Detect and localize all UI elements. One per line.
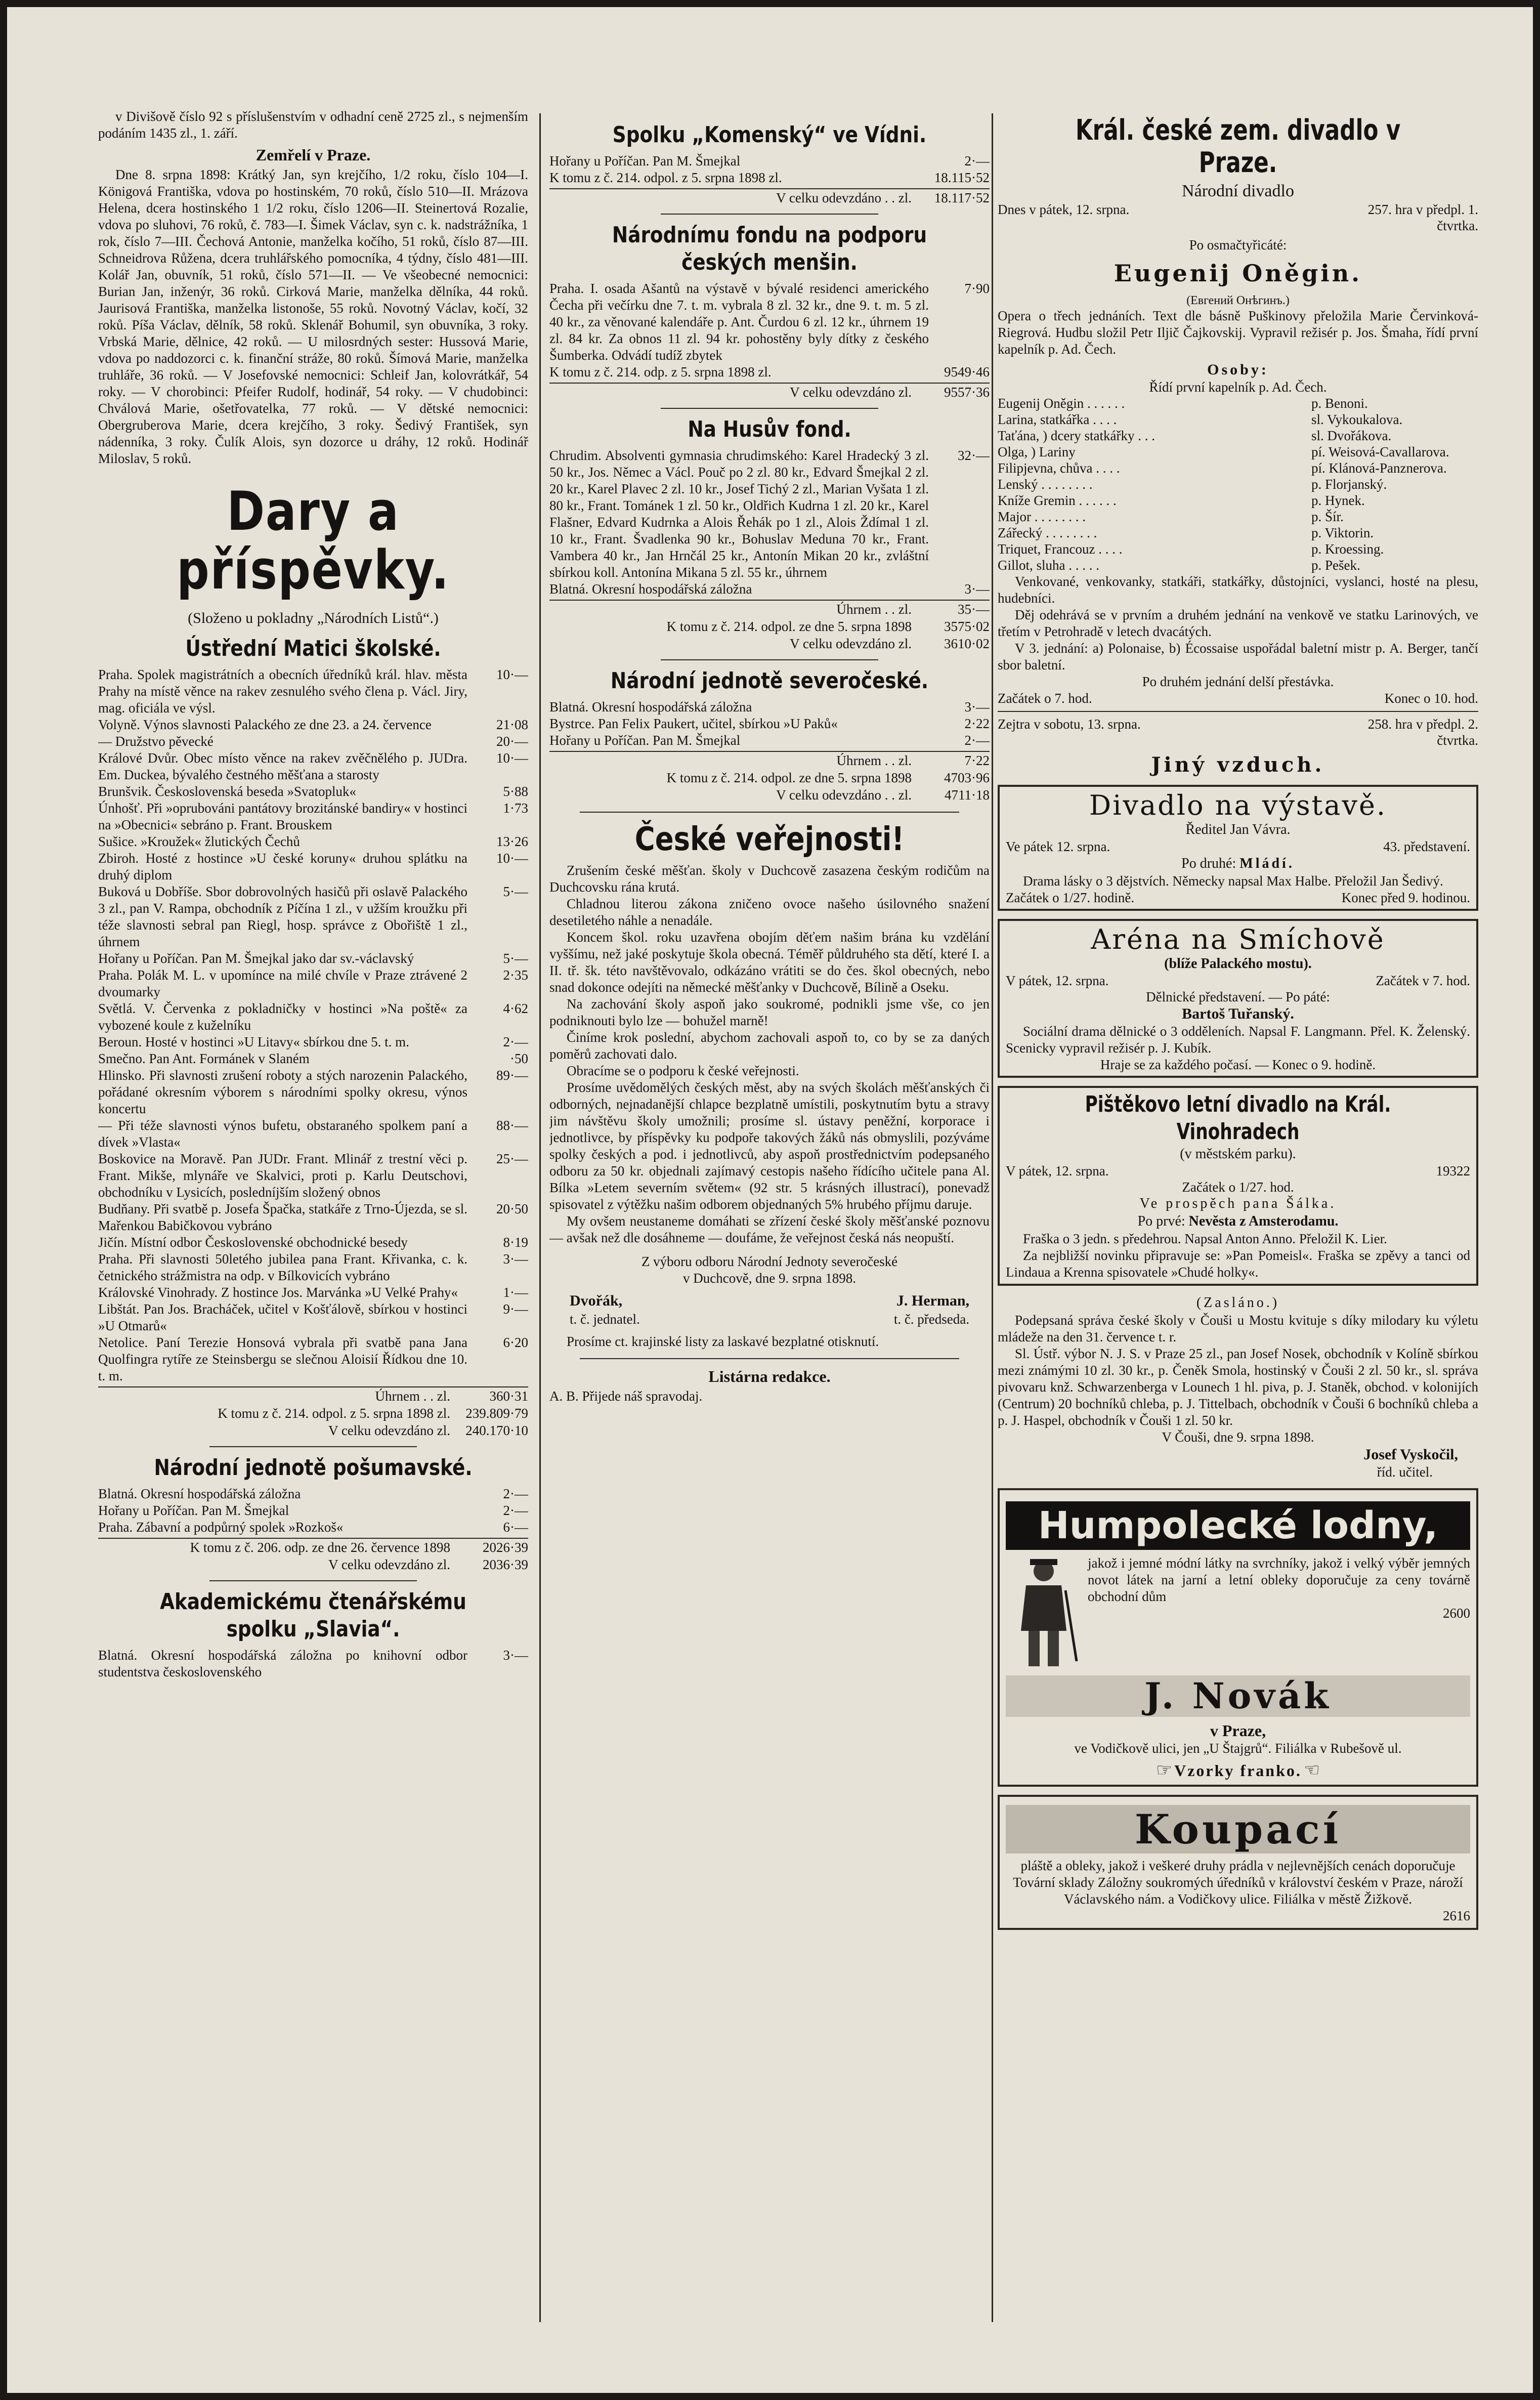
pistek-sub: (v městském parku). (1180, 1146, 1296, 1162)
severoceska-list (549, 699, 990, 749)
lodny-body (1006, 1555, 1470, 1671)
divider (661, 659, 878, 660)
matice-total: V celku odevzdáno zl. 240.170·10 (328, 1423, 528, 1438)
verejnost-paragraph: Na zachování školy aspoň jako soukromé, podnikli jsme vše, co jen podniknouti bylo lze — bohužel marně! (549, 996, 990, 1028)
arena-description: Sociální drama dělnické o 3 odděleních. Napsal F. Langmann. Přel. K. Želenský. Scenicky vypravil režisér p. J. Kubík. (1006, 1024, 1470, 1056)
verejnost-paragraph: Prosíme uvědomělých českých měst, aby na svých školách měšťanských či odborných, nejnadanější chlapce bezplatně umístili, poskytnutím bytu a stravy jim návštěvu školy umožnili; prosíme sl. ústavy peněžní, korporace i jednotlivce, by příspěvky ku podpoře takových žáků nás obmyslili, pozýváme spolky českých a pod. i jednotlivců, aby aspoň prostřednictvím podepsaného odboru za 50 kr. objednali zajímavý cestopis našeho řídícího učitele pana Al. Bílka »Letem severním světem« (92 str. 5 krásných illustrací), ponevadž spisovatel z výtěžku našim odborem objednaných 5% hrubého příjmu daruje. (549, 1080, 990, 1212)
donation-row: Hořany u Poříčan. Pan M. Šmejkal jako dar sv.-václavský 5·— (98, 951, 528, 966)
lodny-samples-line (1006, 1759, 1470, 1781)
donation-row: Jičín. Místní odbor Československé obchodnické besedy 8·19 (98, 1235, 528, 1250)
verejnost-paragraph: Obracíme se o podporu k české veřejnosti. (567, 1063, 799, 1078)
divider (580, 812, 959, 813)
komensky-list (549, 153, 990, 186)
dary-subheading: (Složeno u pokladny „Národních Listů“.) (188, 610, 439, 626)
komensky-heading: Spolku „Komenský“ ve Vídni. (612, 122, 927, 148)
verejnost-paragraph: Činíme krok poslední, abychom zachovali aspoň to, co by se za daných poměrů zachovati dalo. (549, 1030, 990, 1062)
donation-row: Hořany u Poříčan. Pan M. Šmejkal 2·— (98, 1503, 528, 1518)
donation-row: Praha. Polák M. L. v upomínce na milé chvíle v Praze ztrávené 2 dvoumarky 2·35 (98, 967, 528, 999)
mensin-list (549, 280, 990, 381)
hus-list (549, 447, 990, 598)
komensky-total: V celku odevzdáno . . zl. 18.117·52 (549, 188, 990, 206)
pistek-box (998, 1086, 1478, 1286)
koupaci-heading: Koupací (1006, 1805, 1470, 1854)
nd-cast-lead: Řídí první kapelník p. Ad. Čech. (1149, 380, 1327, 395)
koupaci-number: 2616 (1443, 1908, 1470, 1923)
nd-times-line: Začátek o 7. hod. Konec o 10. hod. (998, 691, 1478, 706)
zaslano-signature: Josef Vyskočil, (1363, 1446, 1458, 1463)
severoceska-heading: Národní jednotě severočeské. (610, 668, 929, 694)
donation-row: Netolice. Paní Terezie Honsová vybrala při svatbě pana Jana Quolfingra rytíře ze Steinsbergu se slečnou Aloisií Řídkou dne 10. t. m. 6·20 (98, 1335, 528, 1383)
cast-row: Eugenij Oněgin . . . . . . p. Benoni. (998, 396, 1368, 411)
verejnost-signature-roles: t. č. jednatel. t. č. předseda. (570, 1312, 969, 1327)
donation-row: Blatná. Okresní hospodářská záložna 3·— (549, 699, 990, 714)
lodny-address: ve Vodičkově ulici, jen „U Štajgrů“. Filiálka v Rubešově ul. (1074, 1741, 1402, 1756)
nd-play-title: Eugenij Oněgin. (1114, 260, 1362, 287)
vystava-director: Ředitel Jan Vávra. (1185, 822, 1291, 837)
matice-heading: Ústřední Matici školské. (185, 636, 441, 661)
nd-cast-heading: Osoby: (1207, 361, 1269, 378)
lodny-city: v Praze, (1210, 1721, 1266, 1740)
lodny-samples: Vzorky franko. (1174, 1761, 1302, 1780)
donation-row: Královské Vinohrady. Z hostince Jos. Marvánka »U Velké Prahy« 1·— (98, 1285, 528, 1300)
lodny-heading: Humpolecké lodny, (1006, 1501, 1470, 1550)
divider (209, 1580, 417, 1581)
zaslano-paragraph: Sl. Ústř. výbor N. J. S. v Praze 25 zl., pan Josef Nosek, obchodník v Kolíně sbírkou mezi známými 10 zl. 30 kr., p. Čeněk Smola, hostinský v Čouši 2 zl. 50 kr., sl. správa pivovaru knž. Schwarzenberga v Lounech 1 hl. piva, p. J. Staněk, obchod. v kolonijích (Centrum) 20 bochníků chleba, p. J. Tittelbach, obchodník v Čouši 6 bochníků chleba a p. J. Haspel, obchodník v Čouši 1 zl. 50 kr. (998, 1346, 1478, 1428)
nd-tomorrow-line: Zejtra v sobotu, 13. srpna. 258. hra v předpl. 2. čtvrtka. (998, 717, 1478, 748)
cast-row: Lenský . . . . . . . . p. Florjanský. (998, 477, 1387, 492)
donation-row: Beroun. Hosté v hostinci »U Litavy« sbírkou dne 5. t. m. 2·— (98, 1034, 528, 1049)
nd-date-line: Dnes v pátek, 12. srpna. 257. hra v předpl. 1. čtvrtka. (998, 202, 1478, 233)
matice-total: K tomu z č. 214. odpol. z 5. srpna 1898 zl. 239.809·79 (218, 1406, 528, 1421)
mensin-heading: Národnímu fondu na podporu českých menšin. (612, 222, 927, 275)
pistek-next: Za nejbližší novinku připravuje se: »Pan Pomeisl«. Fraška se zpěvy a tanci od Lindaua a Krenna spisovatele »Chudé holky«. (1006, 1248, 1470, 1280)
nd-play-original: (Евгений Онѣгинъ.) (1186, 294, 1290, 307)
pistek-benefit: Ve prospěch pana Šálka. (1139, 1196, 1337, 1211)
zaslano-heading: (Zasláno.) (1196, 1295, 1280, 1311)
donation-row: Únhošť. Při »oprubováni pantátovy brozitánské bandiry« v hostinci na »Obecnici« sebráno p. Frant. Brouskem 1·73 (98, 801, 528, 832)
zaslano-paragraph: Podepsaná správa české školy v Čouši u Mostu kvituje s díky milodary ku výletu mládeže na den 31. července t. r. (998, 1313, 1478, 1344)
pistek-start: Začátek o 1/27. hod. (1182, 1180, 1294, 1195)
hand-right-icon: ☜ (1303, 1760, 1320, 1780)
listarna-text: A. B. Přijede náš spravodaj. (549, 1388, 703, 1404)
verejnost-note: Prosíme ct. krajinské listy za laskavé bezplatné otisknutí. (567, 1334, 879, 1349)
nd-setting: Děj odehrává se v prvním a druhém jednání na venkově ve statku Larinových, ve třetím v Petrohradě v letech dvacátých. (998, 607, 1478, 639)
arena-daily: Hraje se za každého počasí. — Konec o 9. hodině. (1100, 1057, 1376, 1072)
column-rule (992, 113, 993, 2322)
pistek-date-line: V pátek, 12. srpna. 19322 (1006, 1163, 1470, 1178)
donation-row: Hořany u Poříčan. Pan M. Šmejkal 2·— (549, 153, 990, 169)
hus-total: K tomu z č. 214. odpol. ze dne 5. srpna 1898 3575·02 (666, 619, 990, 634)
arena-box (998, 919, 1478, 1078)
severoceska-total: Úhrnem . . zl. 7·22 (549, 751, 990, 769)
donation-row: Praha. Spolek magistrátních a obecních úředníků král. hlav. města Prahy na místě věnce na rakev zesnulého svého člena p. Václ. Jiry, mag. oficiála ve výsl. 10·— (98, 667, 528, 715)
pistek-description: Fraška o 3 jedn. s předehrou. Napsal Anton Anno. Přeložil K. Lier. (1023, 1231, 1387, 1246)
koupaci-text: pláště a obleky, jakož i veškeré druhy prádla v nejlevnějších cenách doporučuje Tovární sklady Záložny soukromých úředníků v království českém v Praze, nároží Václavského nám. a Vodičkovy ulice. Filiálka v městě Žižkově. (1013, 1858, 1463, 1907)
koupaci-ad (998, 1795, 1478, 1930)
arena-play: Bartoš Tuřanský. (1182, 1005, 1294, 1022)
deaths-text: Dne 8. srpna 1898: Krátký Jan, syn krejčího, 1/2 roku, číslo 104—I. Königová Františka, vdova po hostinském, 70 roků, číslo 510—II. Mrázova Helena, dcera hostinského 1 1/2 roku, číslo 1206—II. Steinertová Rozalie, vdova po sluhovi, 76 roků, č. 783—I. Šimek Václav, syn c. k. nadstrážníka, 1 rok, číslo 7—III. Čechová Antonie, manželka kočího, 51 roků, číslo 87—III. Schneidrova Růžena, dcera truhlářského pomocníka, 4 týdny, číslo 481—III. Kolář Jan, obuvník, 51 roků, číslo 571—II. — Ve všeobecné nemocnici: Burian Jan, inženýr, 36 roků. Cirková Marie, manželka dělníka, 44 roků. Jaurisová Františka, manželka listonoše, 55 roků. Novotný Václav, kočí, 32 roků. Píša Václav, dělník, 58 roků. Sklenář Bohumil, syn obuvníka, 3 roky. Vrbská Marie, dělnice, 42 roků. — U milosrdných sester: Hussová Marie, vdova po naddozorci c. k. finanční stráže, 80 roků. Šímová Marie, manželka truhláře, 36 roků. — V Josefovské nemocnici: Schleif Jan, kolovrátkář, 54 roky. — V chorobinci: Pfeifer Rudolf, hodinář, 54 roky. — V chudobinci: Chválová Marie, ošetřovatelka, 77 roků. — V dětské nemocnici: Obergruberova Marie, dcera krejčího, 3 roky. Šedivý František, syn nádenníka, 3 roky. Čulík Alois, syn dozorce u dráhy, 12 roků. Hodinář Miloslav, 5 roků. (98, 167, 528, 466)
lodny-name: J. Novák (1006, 1675, 1470, 1717)
verejnost-heading: České veřejnosti! (634, 821, 905, 858)
nd-extras: Venkované, venkovanky, statkáři, statkářky, důstojníci, vyslanci, hosté na plesu, hudebníci. (998, 574, 1478, 606)
dary-heading: Dary a příspěvky. (177, 480, 450, 601)
zaslano-text (998, 1312, 1478, 1429)
verejnost-place: v Duchcově, dne 9. srpna 1898. (683, 1271, 856, 1286)
lodny-number: 2600 (1443, 1606, 1470, 1621)
narodni-divadlo-sub: Národní divadlo (1182, 182, 1294, 200)
nd-description: Opera o třech jednáních. Text dle básně Puškinovy přeložila Marie Červinková-Riegrová. Hudbu složil Petr Iljič Čajkovskij. Vypravil režisér p. Jos. Šmaha, řídí první kapelník p. Ad. Čech. (998, 308, 1478, 357)
pistek-play-line: Po prvé: Nevěsta z Amsterodamu. (1137, 1213, 1339, 1229)
cast-row: Larina, statkářka . . . . sl. Vykoukalova. (998, 412, 1403, 427)
hus-total: Úhrnem . . zl. 35·— (549, 600, 990, 618)
divider (209, 1446, 417, 1447)
column-middle (549, 114, 990, 2332)
donation-row: Hlinsko. Při slavnosti zrušení roboty a stých narozenin Palackého, pořádané okresním výborem s národními spolky okresu, výnos koncertu 89·— (98, 1068, 528, 1116)
divider (661, 408, 878, 409)
severoceska-total: V celku odevzdáno . . zl. 4711·18 (776, 787, 990, 803)
zaslano-role: říd. učitel. (1377, 1464, 1433, 1480)
zaslano-place: V Čouši, dne 9. srpna 1898. (1162, 1429, 1314, 1445)
cast-row: Major . . . . . . . . p. Šír. (998, 509, 1344, 524)
divider (580, 1358, 959, 1359)
donation-row: Praha. I. osada Ašantů na výstavě v bývalé residenci amerického Čecha při večírku dne 7. t. m. vybrala 8 zl. 32 kr., dne 9. t. m. 5 zl. 40 kr., za věnované kalendáře p. Ant. Čurdou 6 zl. 12 kr., úhrnem 19 zl. 84 kr. Za obnos 11 zl. 94 kr. pohostěny byly dítky z českého Šumberka. Odvádí tudíž zbytek 7·90 (549, 281, 990, 363)
donation-row: Smečno. Pan Ant. Formánek v Slaném ·50 (98, 1051, 528, 1066)
verejnost-paragraph: Koncem škol. roku uzavřena obojím děťem našim brána ku vzdělání vyššímu, než jaké poskytuje škola obecná. Téměř půldruhého sta dětí, které I. a II. tř. šk. této navštěvovalo, odkázáno vrátiti se do čes. škol obecných, nebo snad dokonce odejíti na německé měšťanky v Duchcově, Bílině a Oseku. (549, 930, 990, 995)
cast-row: Zářecký . . . . . . . . p. Viktorin. (998, 525, 1374, 540)
severoceska-total: K tomu z č. 214. odpol. ze dne 5. srpna 1898 4703·96 (666, 770, 990, 785)
posumavska-list (98, 1486, 528, 1536)
vystava-description: Drama lásky o 3 dějstvích. Německy napsal Max Halbe. Přeložil Jan Šedivý. (1023, 873, 1443, 889)
matice-total: Úhrnem . . zl. 360·31 (98, 1386, 528, 1405)
donation-row: Blatná. Okresní hospodářská záložna po knihovní odbor studentstva československého 3·— (98, 1648, 528, 1679)
divider (998, 711, 1478, 712)
verejnost-paragraph: Chladnou literou zákona zničeno ovoce našeho úsilovného snažení desetiletého náhle a nenadále. (549, 896, 990, 928)
donation-row: K tomu z č. 214. odpol. z 5. srpna 1898 zl. 18.115·52 (549, 170, 990, 185)
verejnost-signatures: Dvořák, J. Herman, (570, 1292, 969, 1309)
donation-row: — Při téže slavnosti výnos bufetu, obstaraného spolkem paní a dívek »Vlasta« 88·— (98, 1118, 528, 1150)
donation-row: Chrudim. Absolventi gymnasia chrudimského: Karel Hradecký 3 zl. 50 kr., Jos. Němec a Václ. Pouč po 2 zl. 80 kr., Edvard Šmejkal 2 zl. 20 kr., Karel Plavec 2 zl. 10 kr., Josef Tichý 2 zl., Marian Vyšata 1 zl. 80 kr., Frant. Tománek 1 zl. 50 kr., Oldřich Kudrna 1 zl. 20 kr., Karel Flašner, Edvard Kudrnka a Alois Řehák po 1 zl., Alois Ždímal 1 zl. 10 kr., Frant. Švadlenka 90 kr., Bohuslav Meduna 70 kr., Frant. Vambera 40 kr., Jan Hrnčál 25 kr., Antonín Mikan 20 kr., zvláštní sbírkou koll. Antonína Mikana 5 zl. 55 kr., úhrnem 32·— (549, 448, 990, 580)
divider (661, 214, 878, 215)
vystava-play-line: Po druhé: Mládí. (1181, 856, 1295, 871)
cast-row: Taťána, ) dcery statkářky . . . sl. Dvořákova. (998, 428, 1392, 443)
hus-heading: Na Husův fond. (688, 416, 851, 442)
arena-pre: Dělnické představení. — Po páté: (1146, 989, 1330, 1004)
donation-row: Praha. Při slavnosti 50letého jubilea pana Frant. Křivanka, c. k. četnického strážmistra na odp. v Bílkovicích vybráno 3·— (98, 1251, 528, 1283)
donation-row: Bystrce. Pan Felix Paukert, učitel, sbírkou »U Paků« 2·22 (549, 716, 990, 731)
donation-row: Budňany. Při svatbě p. Josefa Špačka, statkáře z Trno-Újezda, se sl. Mařenkou Babičkovou vybráno 20·50 (98, 1201, 528, 1233)
auction-notice: v Divišově číslo 92 s příslušenstvím v odhadní ceně 2725 zl., s nejmenším podáním 1435 zl., 1. září. (98, 109, 528, 141)
posumavska-total: V celku odevzdáno zl. 2036·39 (328, 1557, 528, 1572)
man-figure-icon (1006, 1555, 1082, 1671)
vystava-heading: Divadlo na výstavě. (1089, 789, 1387, 821)
cast-row: Kníže Gremin . . . . . . p. Hynek. (998, 493, 1365, 508)
donation-row: Buková u Dobříše. Sbor dobrovolných hasičů při oslavě Palackého 3 zl., pan V. Rampa, obchodník z Píčína 1 zl., v užším kroužku při téže slavnosti sebral pan Riegl, hosp. správce z Obořiště 1 zl., úhrnem 5·— (98, 884, 528, 949)
donation-row: Libštát. Pan Jos. Bracháček, učitel v Košťálově, sbírkou v hostinci »U Otmarů« 9·— (98, 1301, 528, 1333)
verejnost-paragraph: Zrušením české měšťan. školy v Duchcově zasazena českým rodičům na Duchcovsku rána krutá. (549, 863, 990, 895)
verejnost-from: Z výboru odboru Národní Jednoty severočeské (641, 1254, 898, 1269)
listarna-heading: Listárna redakce. (708, 1367, 831, 1385)
nd-tomorrow-play: Jiný vzduch. (1151, 753, 1325, 777)
lodny-text: jakož i jemné módní látky na svrchníky, jakož i velký výběr jemných novot látek na jarní a letní obleky doporučuje za ceny továrně obchodní dům (1088, 1555, 1470, 1604)
nd-ballet: V 3. jednání: a) Polonaise, b) Écossaise uspořádal baletní mistr p. A. Berger, tančí sbor baletní. (998, 641, 1478, 672)
pistek-heading: Pištěkovo letní divadlo na Král. Vinohradech (1085, 1091, 1391, 1145)
column-right (998, 114, 1478, 2332)
verejnost-paragraph: My ovšem neustaneme domáhati se zřízení české školy měšťanské poznovu — avšak než dle dosáhneme — doufáme, že veřejnost česká nás neopuští. (549, 1213, 990, 1245)
hand-left-icon: ☞ (1156, 1760, 1173, 1780)
donation-row: Blatná. Okresní hospodářská záložna 3·— (549, 581, 990, 597)
cast-row: Gillot, sluha . . . . . p. Pešek. (998, 558, 1360, 573)
donation-row: Králové Dvůr. Obec místo věnce na rakev zvěčnělého p. JUDra. Em. Duckea, bývalého čestného měšťana a starosty 10·— (98, 750, 528, 782)
vystava-box (998, 785, 1478, 911)
donation-row: Světlá. V. Červenka z pokladničky v hostinci »Na poště« za vybozené koule z kuželníku 4·62 (98, 1001, 528, 1033)
donation-row: Sušice. »Kroužek« žlutických Čechů 13·26 (98, 834, 528, 849)
lodny-ad (998, 1488, 1478, 1787)
nd-times: Po osmačtyřicáté: (1189, 237, 1287, 252)
donation-row: Boskovice na Moravě. Pan JUDr. Frant. Mlinář z trestní věci p. Frant. Mikše, mlynáře ve Skalvici, proti p. Karlu Deutschovi, obchodníku v Lysicích, posledníjším složený obnos 25·— (98, 1151, 528, 1200)
posumavska-total: K tomu z č. 206. odp. ze dne 26. července 1898 2026·39 (98, 1538, 528, 1556)
donation-row: Zbiroh. Hosté z hostince »U české koruny« druhou splátku na druhý diplom 10·— (98, 851, 528, 882)
donation-row: Brunšvik. Československá beseda »Svatopluk« 5·88 (98, 784, 528, 799)
posumavska-heading: Národní jednotě pošumavské. (154, 1455, 473, 1481)
nd-cast-list (998, 395, 1478, 573)
arena-heading: Aréna na Smíchově (1091, 923, 1385, 955)
verejnost-text (549, 862, 990, 1246)
slavia-list (98, 1647, 528, 1680)
newspaper-page (7, 7, 1533, 2393)
slavia-heading: Akademickému čtenářskému spolku „Slavia“. (160, 1589, 466, 1642)
hus-total: V celku odevzdáno zl. 3610·02 (790, 636, 990, 651)
vystava-date-line: Ve pátek 12. srpna. 43. představení. (1006, 839, 1470, 854)
arena-sub: (blíže Palackého mostu). (1164, 956, 1312, 972)
narodni-divadlo-heading: Král. české zem. divadlo v Praze. (1075, 114, 1401, 179)
donation-row: Volyně. Výnos slavnosti Palackého ze dne 23. a 24. července 21·08 (98, 717, 528, 732)
donation-row: K tomu z č. 214. odp. z 5. srpna 1898 zl. 9549·46 (549, 364, 990, 380)
cast-row: Olga, ) Lariny pí. Weisová-Cavallarova. (998, 444, 1449, 459)
donation-row: Blatná. Okresní hospodářská záložna 2·— (98, 1486, 528, 1501)
arena-date-line: V pátek, 12. srpna. Začátek v 7. hod. (1006, 973, 1470, 988)
nd-interval: Po druhém jednání delší přestávka. (1142, 674, 1334, 689)
column-left (98, 108, 528, 2332)
cast-row: Filipjevna, chůva . . . . pí. Klánová-Panznerova. (998, 460, 1447, 476)
cast-row: Triquet, Francouz . . . . p. Kroessing. (998, 541, 1384, 557)
donation-row: Hořany u Poříčan. Pan M. Šmejkal 2·— (549, 733, 990, 748)
deaths-heading: Zemřelí v Praze. (255, 146, 371, 164)
mensin-total: V celku odevzdáno zl. 9557·36 (549, 383, 990, 401)
donation-row: Praha. Zábavní a podpůrný spolek »Rozkoš« 6·— (98, 1520, 528, 1535)
column-rule (539, 113, 541, 2322)
donation-row: — Družstvo pěvecké 20·— (98, 734, 528, 749)
matice-list (98, 666, 528, 1384)
vystava-times: Začátek o 1/27. hodině. Konec před 9. hodinou. (1006, 890, 1470, 905)
